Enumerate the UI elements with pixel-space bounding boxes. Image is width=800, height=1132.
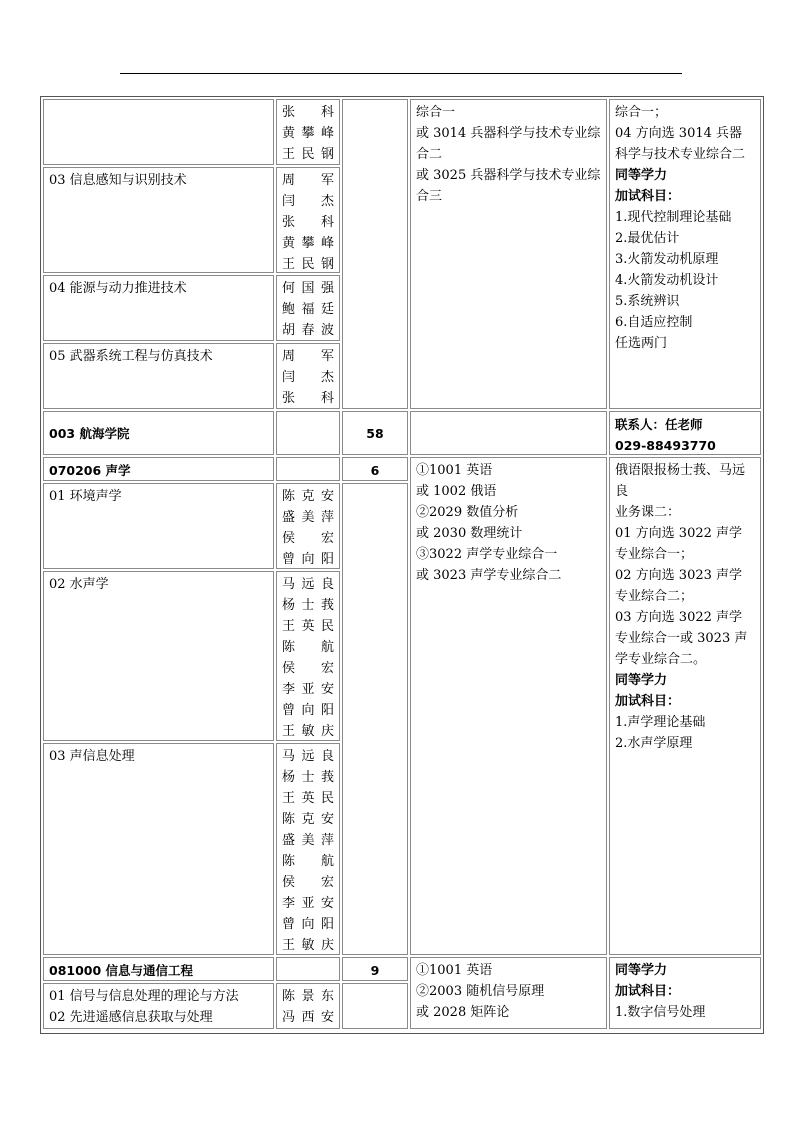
college-count: 58: [366, 425, 384, 441]
direction-name: 05 武器系统工程与仿真技术: [49, 349, 213, 364]
notes-heading: 同等学力: [615, 168, 668, 183]
teacher-name: 陈克安: [282, 489, 334, 504]
teacher-name: 陈 航: [282, 640, 334, 655]
teacher-name: 盛美萍: [282, 510, 334, 525]
notes-line: 01 方向选 3022 声学专业综合一；: [615, 526, 743, 562]
teacher-cell: [276, 571, 340, 741]
exam-line: ①1001 英语: [416, 963, 493, 978]
teacher-name: 闫 杰: [282, 194, 334, 209]
teacher-name: 黄攀峰: [282, 126, 334, 141]
teacher-cell: [276, 343, 340, 409]
direction-cell: [43, 343, 274, 409]
college-cell: [43, 411, 274, 455]
teacher-name: 陈景东: [282, 989, 334, 1004]
college-name: 003 航海学院: [49, 425, 130, 441]
teacher-name: 盛美萍: [282, 833, 334, 848]
direction-cell: [43, 167, 274, 273]
exam-line: 或 3014 兵器科学与技术专业综合二: [416, 126, 601, 162]
teacher-name: 胡春波: [282, 323, 334, 338]
major-teacher-empty: [276, 457, 340, 481]
exam-line: 或 2028 矩阵论: [416, 1005, 510, 1020]
notes-line: 03 方向选 3022 声学专业综合一或 3023 声学专业综合二。: [615, 610, 748, 667]
teacher-cell: [276, 167, 340, 273]
contact-phone: 029-88493770: [615, 438, 716, 453]
teacher-name: 王敏庆: [282, 938, 334, 953]
teacher-name: 何国强: [282, 281, 334, 296]
notes-line: 04 方向选 3014 兵器科学与技术专业综合二: [615, 126, 746, 162]
exam-line: ②2003 随机信号原理: [416, 984, 545, 999]
teacher-name: 周 军: [282, 173, 334, 188]
major-count-cell: [342, 457, 408, 481]
teacher-cell: [276, 275, 340, 341]
teacher-name: 陈 航: [282, 854, 334, 869]
teacher-name: 张 科: [282, 391, 334, 406]
notes-heading: 同等学力: [615, 963, 668, 978]
exam-line: 或 2030 数理统计: [416, 526, 523, 541]
teacher-name: 张 科: [282, 215, 334, 230]
notes-item: 任选两门: [615, 336, 668, 351]
teacher-name: 周 军: [282, 349, 334, 364]
contact-person: 联系人：任老师: [615, 417, 703, 432]
teacher-name: 王英民: [282, 791, 334, 806]
exam-line: ②2029 数值分析: [416, 505, 519, 520]
teacher-name: 杨士莪: [282, 770, 334, 785]
direction-name: 04 能源与动力推进技术: [49, 281, 187, 296]
exam-line: 或 3023 声学专业综合二: [416, 568, 562, 583]
exam-line: ③3022 声学专业综合一: [416, 547, 558, 562]
exam-line: 综合一: [416, 105, 456, 120]
program-table: [40, 96, 764, 1034]
notes-heading: 同等学力: [615, 673, 668, 688]
major-count: 9: [370, 963, 380, 978]
notes-line: 业务课二：: [615, 505, 681, 520]
teacher-name: 冯西安: [282, 1010, 334, 1025]
notes-item: 2.水声学原理: [615, 736, 693, 751]
notes-heading: 加试科目：: [615, 694, 681, 709]
major-name: 070206 声学: [49, 463, 131, 478]
major-cell: [43, 457, 274, 481]
notes-item: 5.系统辨识: [615, 294, 680, 309]
direction-name: 03 信息感知与识别技术: [49, 173, 187, 188]
teacher-name: 曾向阳: [282, 917, 334, 932]
direction-cell-empty: [43, 99, 274, 165]
direction-name: 01 信号与信息处理的理论与方法: [49, 989, 239, 1004]
exam-subjects-cell: [410, 457, 607, 955]
college-contact-cell: [609, 411, 761, 455]
teacher-name: 王民钢: [282, 147, 334, 162]
direction-cell: [43, 743, 274, 955]
notes-cell: [609, 99, 761, 409]
notes-cell: [609, 957, 761, 1029]
notes-item: 4.火箭发动机设计: [615, 273, 719, 288]
teacher-name: 王敏庆: [282, 724, 334, 739]
notes-item: 1.现代控制理论基础: [615, 210, 732, 225]
major-teacher-empty: [276, 957, 340, 981]
count-cell-empty: [342, 483, 408, 955]
teacher-name: 王英民: [282, 619, 334, 634]
college-exam-empty: [410, 411, 607, 455]
notes-item: 3.火箭发动机原理: [615, 252, 719, 267]
exam-subjects-cell: [410, 957, 607, 1029]
notes-item: 2.最优估计: [615, 231, 680, 246]
notes-item: 1.声学理论基础: [615, 715, 706, 730]
teacher-name: 曾向阳: [282, 703, 334, 718]
notes-line: 02 方向选 3023 声学专业综合二；: [615, 568, 743, 604]
teacher-name: 曾向阳: [282, 552, 334, 567]
header-rule: [120, 73, 682, 74]
direction-cell: [43, 483, 274, 569]
direction-cell: [43, 571, 274, 741]
major-count: 6: [370, 463, 380, 478]
major-name: 081000 信息与通信工程: [49, 963, 194, 978]
count-cell-empty: [342, 99, 408, 409]
teacher-name: 侯 宏: [282, 661, 334, 676]
exam-line: 或 1002 俄语: [416, 484, 497, 499]
direction-name: 02 水声学: [49, 577, 109, 592]
teacher-name: 侯 宏: [282, 875, 334, 890]
direction-name: 01 环境声学: [49, 489, 122, 504]
direction-name: 03 声信息处理: [49, 749, 135, 764]
teacher-name: 侯 宏: [282, 531, 334, 546]
teacher-name: 马远良: [282, 749, 334, 764]
notes-heading: 加试科目：: [615, 984, 681, 999]
teacher-cell: [276, 983, 340, 1029]
notes-line: 俄语限报杨士莪、马远良: [615, 463, 746, 499]
teacher-cell: [276, 99, 340, 165]
teacher-name: 王民钢: [282, 257, 334, 272]
exam-line: ①1001 英语: [416, 463, 493, 478]
direction-name: 02 先进遥感信息获取与处理: [49, 1010, 213, 1025]
notes-cell: [609, 457, 761, 955]
direction-cell: [43, 275, 274, 341]
notes-item: 6.自适应控制: [615, 315, 693, 330]
teacher-name: 杨士莪: [282, 598, 334, 613]
direction-cell: [43, 983, 274, 1029]
notes-heading: 加试科目：: [615, 189, 681, 204]
teacher-name: 黄攀峰: [282, 236, 334, 251]
major-count-cell: [342, 957, 408, 981]
count-cell-empty: [342, 983, 408, 1029]
teacher-name: 马远良: [282, 577, 334, 592]
teacher-name: 李亚安: [282, 682, 334, 697]
teacher-name: 陈克安: [282, 812, 334, 827]
college-count-cell: [342, 411, 408, 455]
exam-line: 或 3025 兵器科学与技术专业综合三: [416, 168, 601, 204]
teacher-name: 李亚安: [282, 896, 334, 911]
exam-subjects-cell: [410, 99, 607, 409]
teacher-name: 闫 杰: [282, 370, 334, 385]
teacher-name: 张 科: [282, 105, 334, 120]
teacher-cell: [276, 743, 340, 955]
teacher-name: 鲍福廷: [282, 302, 334, 317]
college-teacher-empty: [276, 411, 340, 455]
notes-item: 1.数字信号处理: [615, 1005, 706, 1020]
major-cell: [43, 957, 274, 981]
notes-line: 综合一；: [615, 105, 668, 120]
teacher-cell: [276, 483, 340, 569]
